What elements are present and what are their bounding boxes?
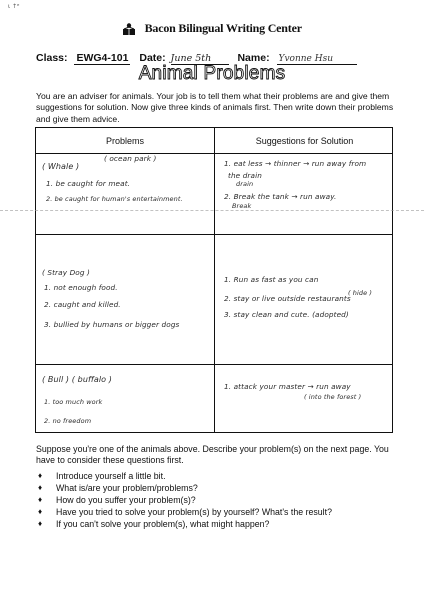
question-list (36, 470, 396, 530)
list-item (36, 494, 396, 506)
diamond-bullet-icon: ♦ (38, 519, 43, 528)
problem-item: 3. bullied by humans or bigger dogs (44, 320, 180, 329)
handwritten-note: ( into the forest ) (304, 393, 362, 401)
animal-name: ( Bull ) ( buffalo ) (42, 375, 113, 384)
page-title: Animal Problems (138, 63, 286, 84)
list-item (36, 506, 396, 518)
problems-column-header: Problems (105, 136, 144, 146)
corner-scan-mark: ι ↑ᵉ (8, 3, 20, 10)
suggestion-item: 1. attack your master → run away (224, 382, 351, 391)
suggestion-item: 2. Break the tank → run away. (224, 192, 337, 201)
suggestions-column-header: Suggestions for Solution (255, 136, 354, 146)
question-text: What is/are your problem/problems? (56, 483, 198, 493)
diamond-bullet-icon: ♦ (38, 507, 43, 516)
intro-paragraph: You are an adviser for animals. Your job is to tell them what their problems are and give them suggestions for solution. Now give three kinds of animals first. Then write down their problems and give them advice. (36, 91, 394, 124)
header-divider (36, 153, 392, 154)
center-name: Bacon Bilingual Writing Center (144, 21, 302, 36)
class-label: Class: (36, 52, 68, 64)
diamond-bullet-icon: ♦ (38, 483, 43, 492)
list-item (36, 470, 396, 482)
list-item (36, 482, 396, 494)
column-divider (214, 128, 215, 432)
name-label: Name: (237, 52, 270, 64)
writing-prompt: Suppose you're one of the animals above. Describe your problem(s) on the next page. You have to consider these questions first. (36, 444, 389, 466)
row-divider-2 (36, 364, 392, 365)
date-label: Date: (139, 52, 166, 64)
scan-fold-line (0, 210, 424, 211)
problem-item: 2. caught and killed. (44, 300, 121, 309)
handwritten-note: ( hide ) (348, 289, 373, 297)
problem-item: 1. too much work (44, 398, 103, 406)
problem-item: 2. be caught for human's entertainment. (46, 195, 183, 203)
question-text: How do you suffer your problem(s)? (56, 495, 196, 505)
row-divider-1 (36, 234, 392, 235)
diamond-bullet-icon: ♦ (38, 495, 43, 504)
worksheet-header (0, 20, 424, 38)
animal-name: ( Whale ) (42, 162, 80, 171)
book-figure-logo-icon (122, 22, 136, 36)
handwritten-note: ( ocean park ) (104, 154, 157, 163)
problem-item: 1. be caught for meat. (46, 179, 131, 188)
question-text: Introduce yourself a little bit. (56, 471, 166, 481)
name-value: Yvonne Hsu (277, 54, 357, 65)
handwritten-correction: drain (236, 180, 254, 188)
animal-problems-table (35, 127, 393, 433)
list-item (36, 518, 396, 530)
suggestion-item: the drain (228, 171, 262, 180)
question-text: If you can't solve your problem(s), what might happen? (56, 519, 270, 529)
suggestion-item: 3. stay clean and cute. (adopted) (224, 310, 349, 319)
question-text: Have you tried to solve your problem(s) by yourself? What's the result? (56, 507, 332, 517)
handwritten-correction: Break (232, 202, 252, 210)
problem-item: 2. no freedom (44, 417, 92, 425)
date-value: June 5th (171, 53, 229, 65)
suggestion-item: 1. eat less → thinner → run away from (224, 159, 367, 168)
class-value: EWG4-101 (74, 52, 130, 65)
suggestion-item: 2. stay or live outside restaurants (224, 294, 351, 303)
problem-item: 1. not enough food. (44, 283, 118, 292)
suggestion-item: 1. Run as fast as you can (224, 275, 319, 284)
animal-name: ( Stray Dog ) (42, 268, 90, 277)
diamond-bullet-icon: ♦ (38, 471, 43, 480)
